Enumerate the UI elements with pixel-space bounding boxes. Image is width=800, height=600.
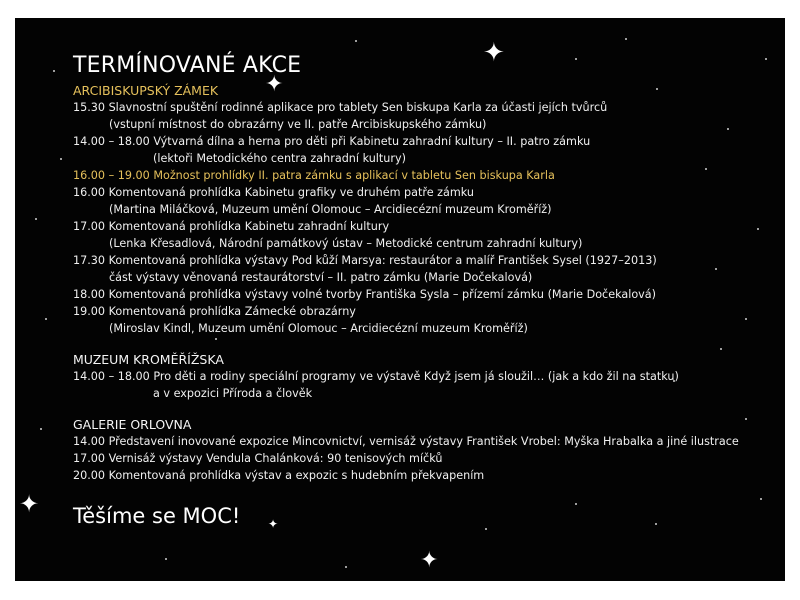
- star-dot: [625, 38, 627, 40]
- star-dot: [35, 218, 37, 220]
- star-dot: [355, 40, 357, 42]
- event-line: 16.00 Komentovaná prohlídka Kabinetu grafiky ve druhém patře zámku: [73, 186, 475, 199]
- venue-heading: ARCIBISKUPSKÝ ZÁMEK: [73, 83, 219, 98]
- event-detail: (Martina Miláčková, Muzeum umění Olomouc – Arcidiecézní muzeum Kroměříž): [109, 203, 552, 216]
- sparkle-star-icon: ✦: [265, 72, 284, 97]
- star-dot: [60, 158, 62, 160]
- star-dot: [40, 428, 42, 430]
- event-line: 17.00 Vernisáž výstavy Vendula Chalánková: 90 tenisových míčků: [73, 452, 443, 465]
- event-line: 14.00 Představení inovované expozice Mincovnictví, vernisáž výstavy František Vrobel: Myška Hrabalka a jiné ilustrace: [73, 435, 739, 448]
- event-listing: [73, 53, 773, 531]
- event-detail: (lektoři Metodického centra zahradní kultury): [153, 152, 406, 165]
- event-detail: část výstavy věnovaná restaurátorství – II. patro zámku (Marie Dočekalová): [109, 271, 533, 284]
- event-detail: (Lenka Křesadlová, Národní památkový ústav – Metodické centrum zahradní kultury): [109, 237, 583, 250]
- event-line: 19.00 Komentovaná prohlídka Zámecké obrazárny: [73, 305, 356, 318]
- sparkle-star-icon: ✦: [483, 38, 505, 68]
- star-dot: [345, 566, 347, 568]
- event-detail: (vstupní místnost do obrazárny ve II. patře Arcibiskupského zámku): [109, 118, 487, 131]
- event-detail: a v expozici Příroda a člověk: [153, 387, 313, 400]
- star-dot: [45, 318, 47, 320]
- venue-heading: GALERIE ORLOVNA: [73, 417, 192, 432]
- star-dot: [485, 528, 487, 530]
- sparkle-star-icon: ✦: [420, 548, 439, 573]
- event-line: 20.00 Komentovaná prohlídka výstav a expozic s hudebním překvapením: [73, 469, 485, 482]
- sparkle-star-icon: ✦: [19, 490, 40, 518]
- star-dot: [165, 558, 167, 560]
- sparkle-star-icon: ✦: [268, 517, 279, 531]
- event-line: 14.00 – 18.00 Výtvarná dílna a herna pro děti při Kabinetu zahradní kultury – II. patro zámku: [73, 135, 591, 148]
- event-line: 16.00 – 19.00 Možnost prohlídky II. patra zámku s aplikací v tabletu Sen biskupa Karla: [73, 169, 555, 182]
- event-detail: (Miroslav Kindl, Muzeum umění Olomouc – Arcidiecézní muzeum Kroměříž): [109, 322, 528, 335]
- event-line: 17.00 Komentovaná prohlídka Kabinetu zahradní kultury: [73, 220, 390, 233]
- event-line: 15.30 Slavnostní spuštění rodinné aplikace pro tablety Sen biskupa Karla za účasti jejích tvůrců: [73, 101, 608, 114]
- page-title: TERMÍNOVANÉ AKCE: [73, 53, 302, 78]
- star-dot: [53, 70, 55, 72]
- venue-heading: MUZEUM KROMĚŘÍŽSKA: [73, 352, 224, 367]
- event-line: 18.00 Komentovaná prohlídka výstavy volné tvorby Františka Sysla – přízemí zámku (Marie Dočekalová): [73, 288, 657, 301]
- event-line: 14.00 – 18.00 Pro děti a rodiny speciální programy ve výstavě Když jsem já sloužil… (jak a kdo žil na statku): [73, 370, 679, 383]
- event-poster: [15, 18, 785, 581]
- closing-message: Těšíme se MOC!: [73, 504, 241, 528]
- event-line: 17.30 Komentovaná prohlídka výstavy Pod kůží Marsya: restaurátor a malíř František Sysel (1927–2013): [73, 254, 657, 267]
